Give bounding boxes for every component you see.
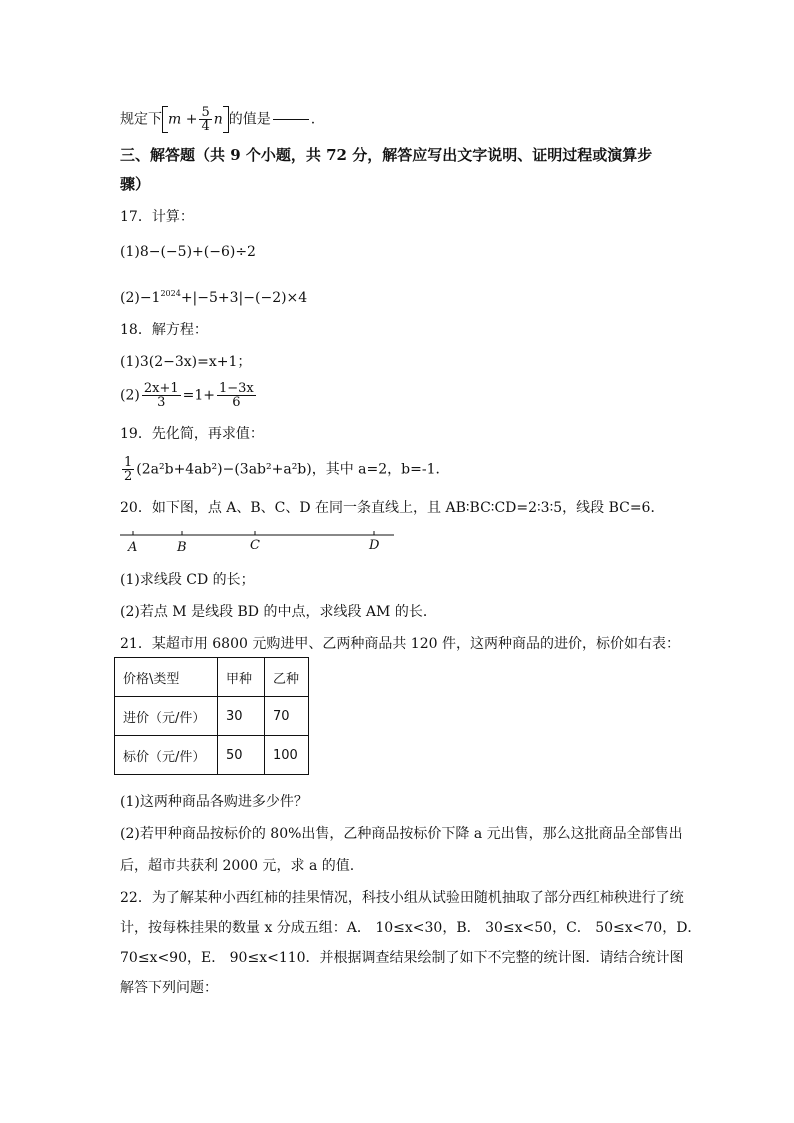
point-label-a: A [128,540,138,555]
frac-num: 1 [124,455,133,470]
q19-expression [120,456,450,483]
point-label-d: D [369,538,380,553]
q20-part2: (2)若点 M 是线段 BD 的中点，求线段 AM 的长． [120,604,437,620]
price-table [114,657,309,775]
point-label-c: C [250,538,260,553]
q20-part1: (1)求线段 CD 的长； [120,572,255,588]
table-cell: 70 [265,697,309,736]
frac-num: 5 [201,105,210,120]
q22-line3: 70≤x<90，E． 90≤x<110．并根据调查结果绘制了如下不完整的统计图．请结合统计图 [120,950,684,966]
var-m: m [168,111,182,128]
table-cell: 进价（元/件） [115,697,218,736]
table-cell: 乙种 [265,658,309,697]
table-cell: 50 [218,736,265,775]
section3-heading-line1: 三、解答题（共 9 个小题，共 72 分，解答应写出文字说明、证明过程或演算步 [120,146,653,164]
q18-mid: =1+ [182,387,215,404]
q19-tail: ，其中 a=2，b=-1． [311,461,450,478]
q19-title: 19．先化简，再求值： [120,426,264,442]
frac-num: 2x+1 [143,381,179,396]
frac-den: 2 [124,469,133,484]
plus-sign: + [185,111,198,128]
q16-suffix: 的值是 [228,111,271,128]
q16-end: . [310,111,316,128]
table-cell: 甲种 [218,658,265,697]
q18-part2 [120,382,258,409]
table-row [115,697,309,736]
floor-bracket [162,106,229,133]
point-label-b: B [177,540,187,555]
q17-part2 [120,284,307,308]
fraction-5-4 [199,106,211,133]
answer-blank [273,119,309,120]
table-row [115,736,309,775]
q22-line4: 解答下列问题： [120,980,218,996]
var-n: n [213,111,223,128]
frac-den: 6 [232,395,241,410]
frac-den: 4 [201,119,210,134]
q22-line2: 计，按每株挂果的数量 x 分成五组：A． 10≤x<30，B． 30≤x<50，C． 50≤x<70，D． [120,920,702,936]
q19-expr: (2a²b+4ab²)−(3ab²+a²b) [136,461,312,478]
frac-den: 3 [157,395,166,410]
q18-part1: (1)3(2−3x)=x+1； [120,354,252,370]
table-cell: 价格\类型 [115,658,218,697]
fraction-right [217,382,256,409]
q17-p2-b: +|−5+3|−(−2)×4 [180,290,308,306]
table-cell: 100 [265,736,309,775]
frac-num: 1−3x [219,381,254,396]
table-row [115,658,309,697]
q22-line1: 22．为了解某种小西红柿的挂果情况，科技小组从试验田随机抽取了部分西红柿秧进行了统 [120,890,684,906]
fraction-left [142,382,181,409]
q16-prefix: 规定下 [120,111,162,128]
q17-part1: (1)8−(−5)+(−6)÷2 [120,244,256,260]
table-cell: 30 [218,697,265,736]
fraction-half [122,456,134,483]
q21-part1: (1)这两种商品各购进多少件？ [120,794,308,810]
q17-p2-a: (2)−1 [120,290,161,306]
q21-part2-line2: 后，超市共获利 2000 元，求 a 的值. [120,858,355,874]
q17-title: 17．计算： [120,209,194,225]
table-cell: 标价（元/件） [115,736,218,775]
q18-title: 18．解方程： [120,322,208,338]
section3-heading-line2: 骤） [120,175,151,193]
q17-p2-exponent: 2024 [160,289,181,298]
q18-p2-label: (2) [120,387,140,404]
line-segment-diagram [118,528,398,556]
q20-title: 20．如下图，点 A、B、C、D 在同一条直线上，且 AB∶BC∶CD=2∶3∶5，线段 BC=6． [120,500,665,516]
q21-title: 21．某超市用 6800 元购进甲、乙两种商品共 120 件，这两种商品的进价，标价如右表： [120,636,680,652]
q16-tail [120,106,315,133]
q21-part2-line1: (2)若甲种商品按标价的 80%出售，乙种商品按标价下降 a 元出售，那么这批商品全部售出 [120,826,683,842]
